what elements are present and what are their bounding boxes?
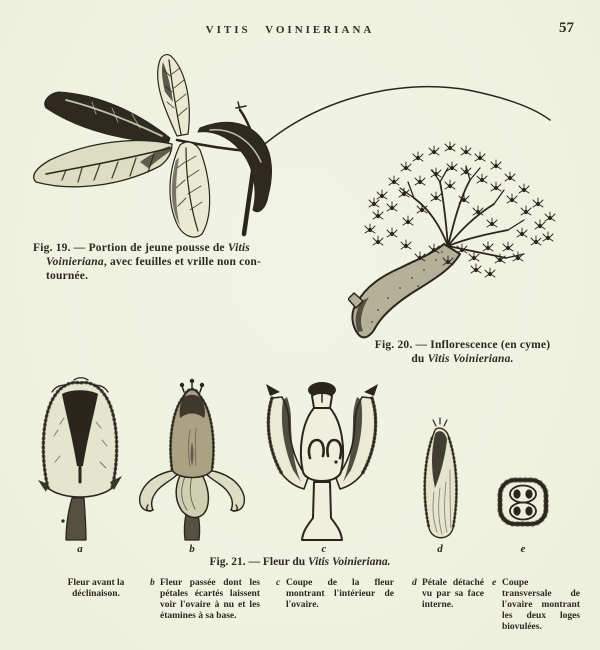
fig20-caption (345, 338, 580, 366)
flower-e-illustration (500, 480, 546, 524)
fig20-caption-line2: du Vitis Voinieriana. (411, 353, 514, 365)
fig19-caption-line1: Fig. 19. — Portion de jeune pousse de Vitis (33, 242, 250, 254)
legend-c (276, 578, 394, 611)
leaf-upper-left (45, 92, 170, 144)
fig20-illustration (348, 138, 588, 343)
fig21-label-e: e (520, 543, 526, 555)
flower-b-illustration (140, 379, 245, 540)
legend-d-letter: d (412, 578, 417, 588)
legend-d (412, 578, 484, 611)
flower-d-illustration (425, 418, 457, 538)
fig21-label-c: c (321, 543, 327, 555)
flower-a-illustration (38, 378, 122, 540)
inflorescence-trunk (352, 244, 460, 337)
fig19-caption (33, 241, 345, 283)
legend-a (40, 578, 142, 600)
fig21-label-a: a (77, 543, 83, 555)
flower-c-illustration (266, 382, 378, 540)
legend-b (150, 578, 260, 622)
legend-e (492, 578, 580, 633)
fig20-caption-line1: Fig. 20. — Inflorescence (en cyme) (374, 339, 551, 351)
fig21-illustration (0, 370, 600, 550)
legend-b-letter: b (150, 578, 155, 588)
fig21-caption: Fig. 21. — Fleur du Vitis Voinieriana. (209, 556, 391, 568)
legend-e-letter: e (492, 578, 497, 588)
legend-e-text: Coupe transversale de l'ovaire montrant les deux loges biovulées. (502, 578, 580, 632)
fig19-caption-line2: Voinieriana, avec feuilles et vrille non con- (46, 256, 262, 268)
legend-a-text: Fleur avant la déclinaison. (67, 578, 125, 599)
legend-c-text: Coupe de la fleur montrant l'intérieur de l'ovaire. (286, 578, 394, 610)
blossom-cluster (365, 142, 555, 277)
legend-b-text: Fleur passée dont les pétales écartés laissent voir l'ovaire à nu et les étamines à sa base. (160, 578, 260, 621)
legend-c-letter: c (276, 578, 281, 588)
fig19-caption-line3: tournée. (46, 270, 89, 282)
fig21-label-b: b (189, 543, 195, 555)
page-title: VITIS VOINIERIANA (205, 24, 375, 36)
fig21-label-d: d (437, 543, 443, 555)
page-number: 57 (559, 20, 574, 36)
legend-d-text: Pétale détaché vu par sa face interne. (422, 578, 484, 610)
